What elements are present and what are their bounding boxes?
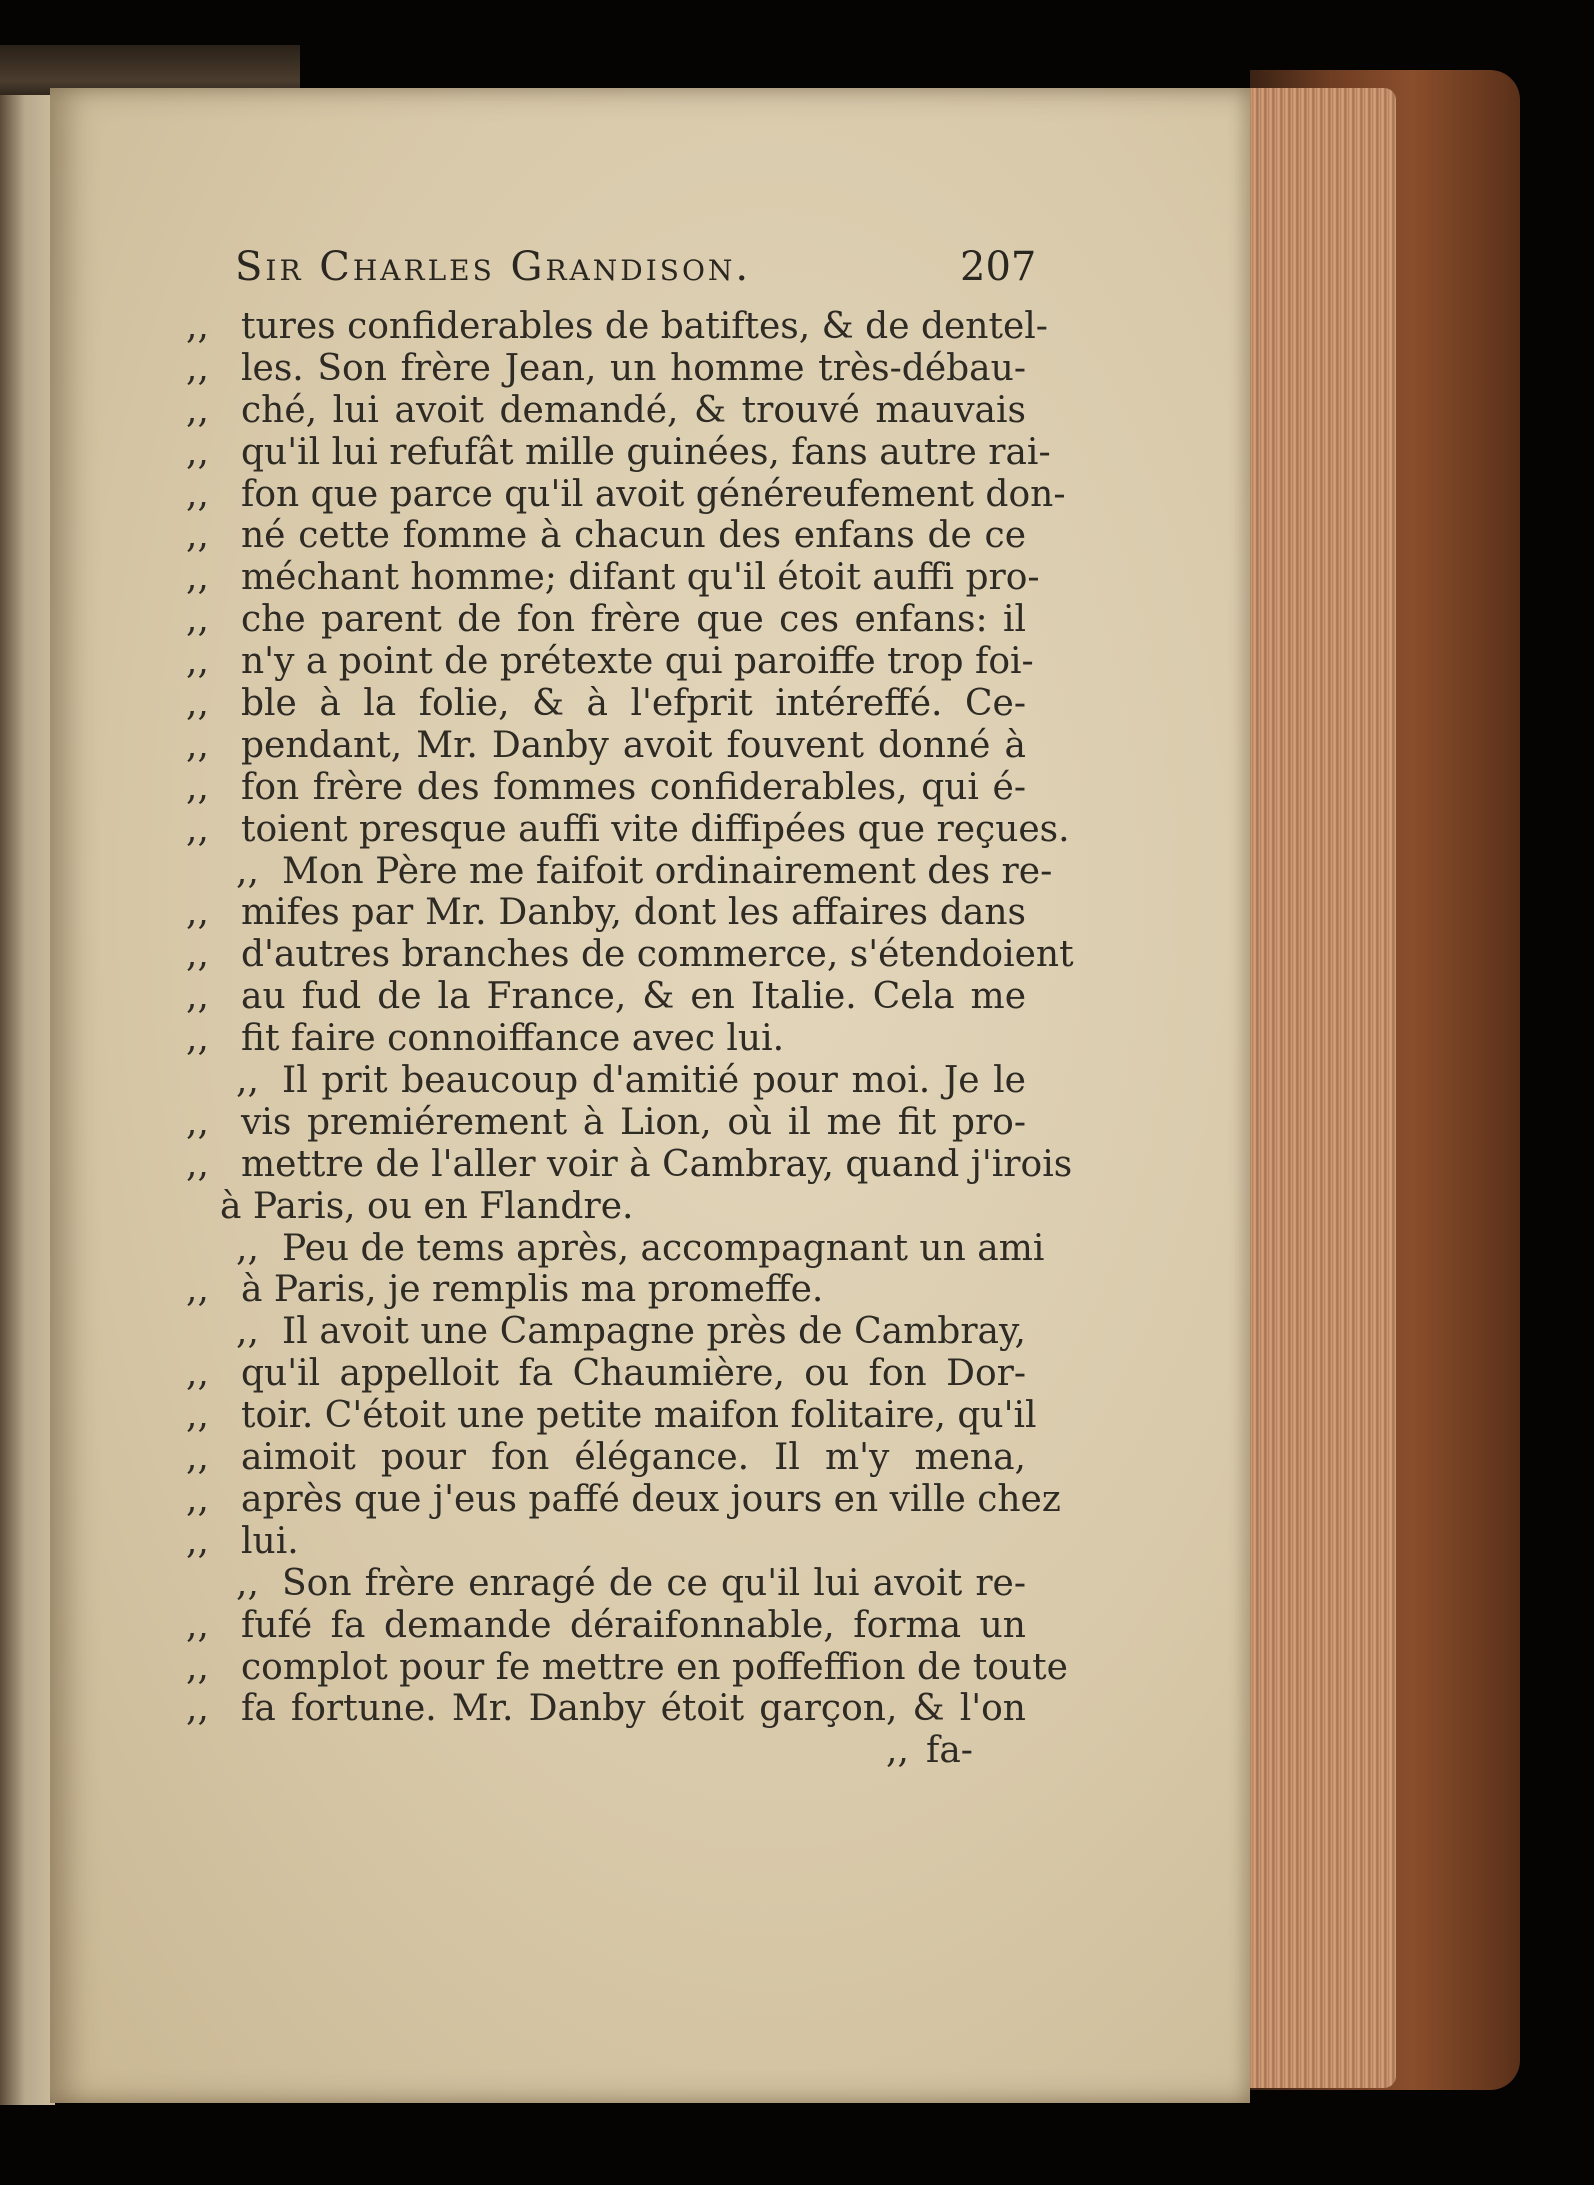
- line-text: fufé fa demande déraifonnable, forma un: [241, 1604, 1026, 1646]
- text-line: [186, 557, 1040, 599]
- text-line: [186, 1311, 1026, 1353]
- quote-mark: ,,: [186, 515, 209, 557]
- quote-mark: ,,: [186, 473, 209, 515]
- quote-mark: ,,: [186, 1353, 209, 1395]
- line-text: ché, lui avoit demandé, & trouvé mauvais: [241, 389, 1026, 431]
- quote-mark: ,,: [186, 1101, 209, 1143]
- text-line: [186, 641, 1034, 683]
- text-line: [186, 1186, 1026, 1228]
- text-line: [186, 808, 1070, 851]
- line-text: mifes par Mr. Danby, dont les affaires dans: [241, 892, 1026, 934]
- line-text: Il prit beaucoup d'amitié pour moi. Je le: [282, 1060, 1026, 1102]
- quote-mark: ,,: [186, 599, 209, 641]
- line-text: qu'il appelloit fa Chaumière, ou fon Dor-: [241, 1353, 1026, 1395]
- quote-mark: ,,: [186, 347, 209, 389]
- quote-mark: ,,: [186, 1520, 209, 1562]
- quote-mark: ,,: [186, 683, 209, 725]
- quote-mark: ,,: [186, 1018, 209, 1060]
- text-line: [186, 1018, 1026, 1060]
- text-line: [186, 473, 1066, 516]
- quote-mark: ,,: [186, 557, 209, 599]
- quote-mark: ,,: [186, 976, 209, 1018]
- quote-mark: ,,: [186, 431, 209, 473]
- quote-mark: ,,: [186, 1604, 209, 1646]
- line-text: au fud de la France, & en Italie. Cela me: [241, 976, 1026, 1018]
- line-text: ble à la folie, & à l'efprit intéreffé. Ce-: [241, 683, 1026, 725]
- line-text: méchant homme; difant qu'il étoit auffi pro-: [241, 557, 1040, 599]
- quote-mark: ,,: [186, 934, 209, 976]
- line-text: Il avoit une Campagne près de Cambray,: [282, 1311, 1026, 1353]
- text-line: [186, 1688, 1026, 1730]
- text-line: [186, 1646, 1068, 1689]
- quote-mark: ,,: [886, 1730, 909, 1772]
- line-text: Peu de tems après, accompagnant un ami: [282, 1227, 1045, 1269]
- text-line: [186, 725, 1026, 767]
- line-text: aimoit pour fon élégance. Il m'y mena,: [241, 1437, 1026, 1479]
- text-line: [186, 1605, 1026, 1647]
- text-line: [186, 599, 1026, 641]
- text-line: [186, 1521, 1026, 1563]
- quote-mark: ,,: [236, 850, 259, 892]
- text-line: [186, 1060, 1026, 1102]
- line-text: toient presque auffi vite diffipées que reçues.: [241, 808, 1070, 850]
- text-line: [186, 1437, 1026, 1479]
- line-text: d'autres branches de commerce, s'étendoient: [241, 934, 1074, 976]
- line-text: lui.: [241, 1520, 299, 1562]
- quote-mark: ,,: [186, 1478, 209, 1520]
- line-text: complot pour fe mettre en poffeffion de toute: [241, 1646, 1068, 1688]
- quote-mark: ,,: [236, 1562, 259, 1604]
- text-line: [186, 1143, 1073, 1186]
- text-line: [186, 1730, 1026, 1772]
- quote-mark: ,,: [186, 766, 209, 808]
- text-line: [186, 767, 1026, 809]
- line-text: les. Son frère Jean, un homme très-débau-: [241, 347, 1026, 389]
- quote-mark: ,,: [236, 1060, 259, 1102]
- text-line: [186, 683, 1026, 725]
- line-text: Mon Père me faifoit ordinairement des re-: [282, 850, 1053, 892]
- page-number: 207: [960, 244, 1037, 290]
- text-line: [186, 306, 1048, 348]
- running-head: Sir Charles Grandison.: [235, 244, 752, 290]
- text-line: [186, 1353, 1026, 1395]
- quote-mark: ,,: [186, 808, 209, 850]
- line-text: toir. C'étoit une petite maifon folitaire, qu'il: [241, 1395, 1037, 1437]
- quote-mark: ,,: [186, 641, 209, 683]
- text-line: [186, 934, 1074, 976]
- line-text: mettre de l'aller voir à Cambray, quand j'irois: [241, 1143, 1073, 1185]
- line-text: à Paris, ou en Flandre.: [220, 1185, 634, 1227]
- text-line: [186, 348, 1026, 390]
- text-line: [186, 1227, 1045, 1270]
- text-line: [186, 1395, 1037, 1437]
- left-page-edge: [0, 95, 55, 2105]
- text-line: [186, 390, 1026, 432]
- text-line: [186, 1102, 1026, 1144]
- quote-mark: ,,: [236, 1311, 259, 1353]
- quote-mark: ,,: [186, 1395, 209, 1437]
- line-text: fit faire connoiffance avec lui.: [241, 1018, 785, 1060]
- line-text: vis premiérement à Lion, où il me fit pro-: [241, 1101, 1026, 1143]
- quote-mark: ,,: [186, 1269, 209, 1311]
- line-text: n'y a point de prétexte qui paroiffe trop foi-: [241, 641, 1034, 683]
- line-text: pendant, Mr. Danby avoit fouvent donné à: [241, 724, 1026, 766]
- text-line: [186, 1563, 1026, 1605]
- line-text: fa-: [926, 1730, 973, 1772]
- line-text: né cette fomme à chacun des enfans de ce: [241, 515, 1026, 557]
- quote-mark: ,,: [186, 1688, 209, 1730]
- quote-mark: ,,: [186, 1143, 209, 1185]
- quote-mark: ,,: [186, 724, 209, 766]
- quote-mark: ,,: [236, 1227, 259, 1269]
- text-line: [186, 892, 1026, 934]
- page-edges: [1236, 88, 1396, 2088]
- line-text: fon frère des fommes confiderables, qui é-: [241, 766, 1026, 808]
- text-line: [186, 976, 1026, 1018]
- text-line: [186, 431, 1051, 474]
- quote-mark: ,,: [186, 892, 209, 934]
- line-text: qu'il lui refufât mille guinées, fans autre rai-: [241, 431, 1051, 473]
- quote-mark: ,,: [186, 306, 209, 347]
- quote-mark: ,,: [186, 1437, 209, 1479]
- line-text: fa fortune. Mr. Danby étoit garçon, & l'on: [241, 1688, 1026, 1730]
- line-text: fon que parce qu'il avoit généreufement don-: [241, 473, 1066, 515]
- text-line: [186, 1269, 1026, 1311]
- line-text: che parent de fon frère que ces enfans: il: [241, 599, 1026, 641]
- text-line: [186, 515, 1026, 557]
- text-line: [186, 1478, 1061, 1521]
- line-text: après que j'eus paffé deux jours en ville chez: [241, 1478, 1061, 1520]
- text-block: [186, 306, 1074, 1772]
- quote-mark: ,,: [186, 1646, 209, 1688]
- line-text: Son frère enragé de ce qu'il lui avoit re-: [282, 1562, 1026, 1604]
- quote-mark: ,,: [186, 389, 209, 431]
- line-text: à Paris, je remplis ma promeffe.: [241, 1269, 824, 1311]
- text-line: [186, 850, 1053, 893]
- line-text: tures confiderables de batiftes, & de dentel-: [241, 306, 1048, 347]
